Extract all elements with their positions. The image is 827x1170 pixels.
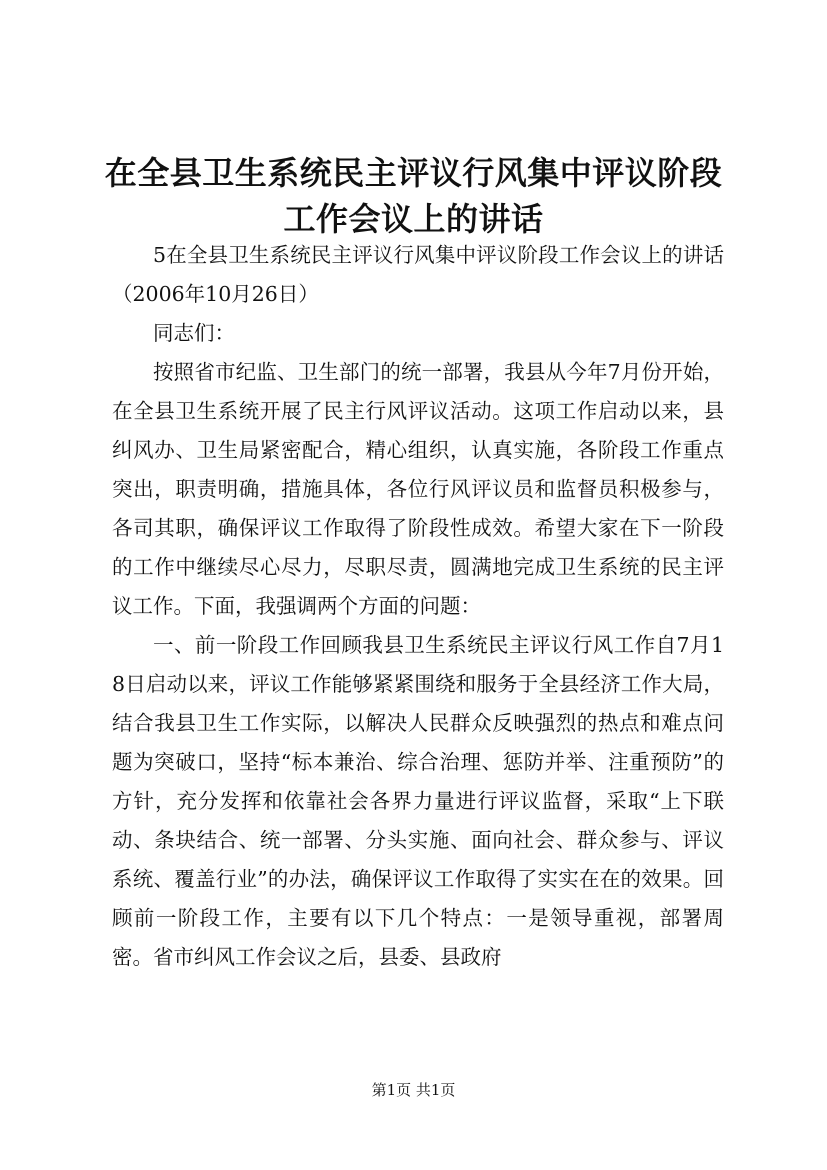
intro-paragraph: 按照省市纪监、卫生部门的统一部署，我县从今年7月份开始，在全县卫生系统开展了民主行风评议活动。这项工作启动以来，县纠风办、卫生局紧密配合，精心组织，认真实施，各阶段工作重点突出，职责明确，措施具体，各位行风评议员和监督员积极参与，各司其职，确保评议工作取得了阶段性成效。希望大家在下一阶段的工作中继续尽心尽力，尽职尽责，圆满地完成卫生系统的民主评议工作。下面，我强调两个方面的问题： bbox=[112, 360, 724, 618]
page-number-footer: 第1页 共1页 bbox=[371, 1081, 456, 1099]
review-paragraph: 一、前一阶段工作回顾我县卫生系统民主评议行风工作自7月18日启动以来，评议工作能够紧紧围绕和服务于全县经济工作大局，结合我县卫生工作实际，以解决人民群众反映强烈的热点和难点问题为突破口，坚持“标本兼治、综合治理、惩防并举、注重预防”的方针，充分发挥和依靠社会各界力量进行评议监督，采取“上下联动、条块结合、统一部署、分头实施、面向社会、群众参与、评议系统、覆盖行业”的办法，确保评议工作取得了实实在在的效果。回顾前一阶段工作，主要有以下几个特点：一是领导重视，部署周密。省市纠风工作会议之后，县委、县政府 bbox=[112, 633, 724, 969]
document-body bbox=[112, 236, 724, 977]
speech-heading-paragraph: 5在全县卫生系统民主评议行风集中评议阶段工作会议上的讲话（2006年10月26日） bbox=[112, 243, 724, 306]
salutation-paragraph: 同志们： bbox=[153, 321, 235, 345]
document-title: 在全县卫生系统民主评议行风集中评议阶段工作会议上的讲话 bbox=[104, 154, 723, 238]
